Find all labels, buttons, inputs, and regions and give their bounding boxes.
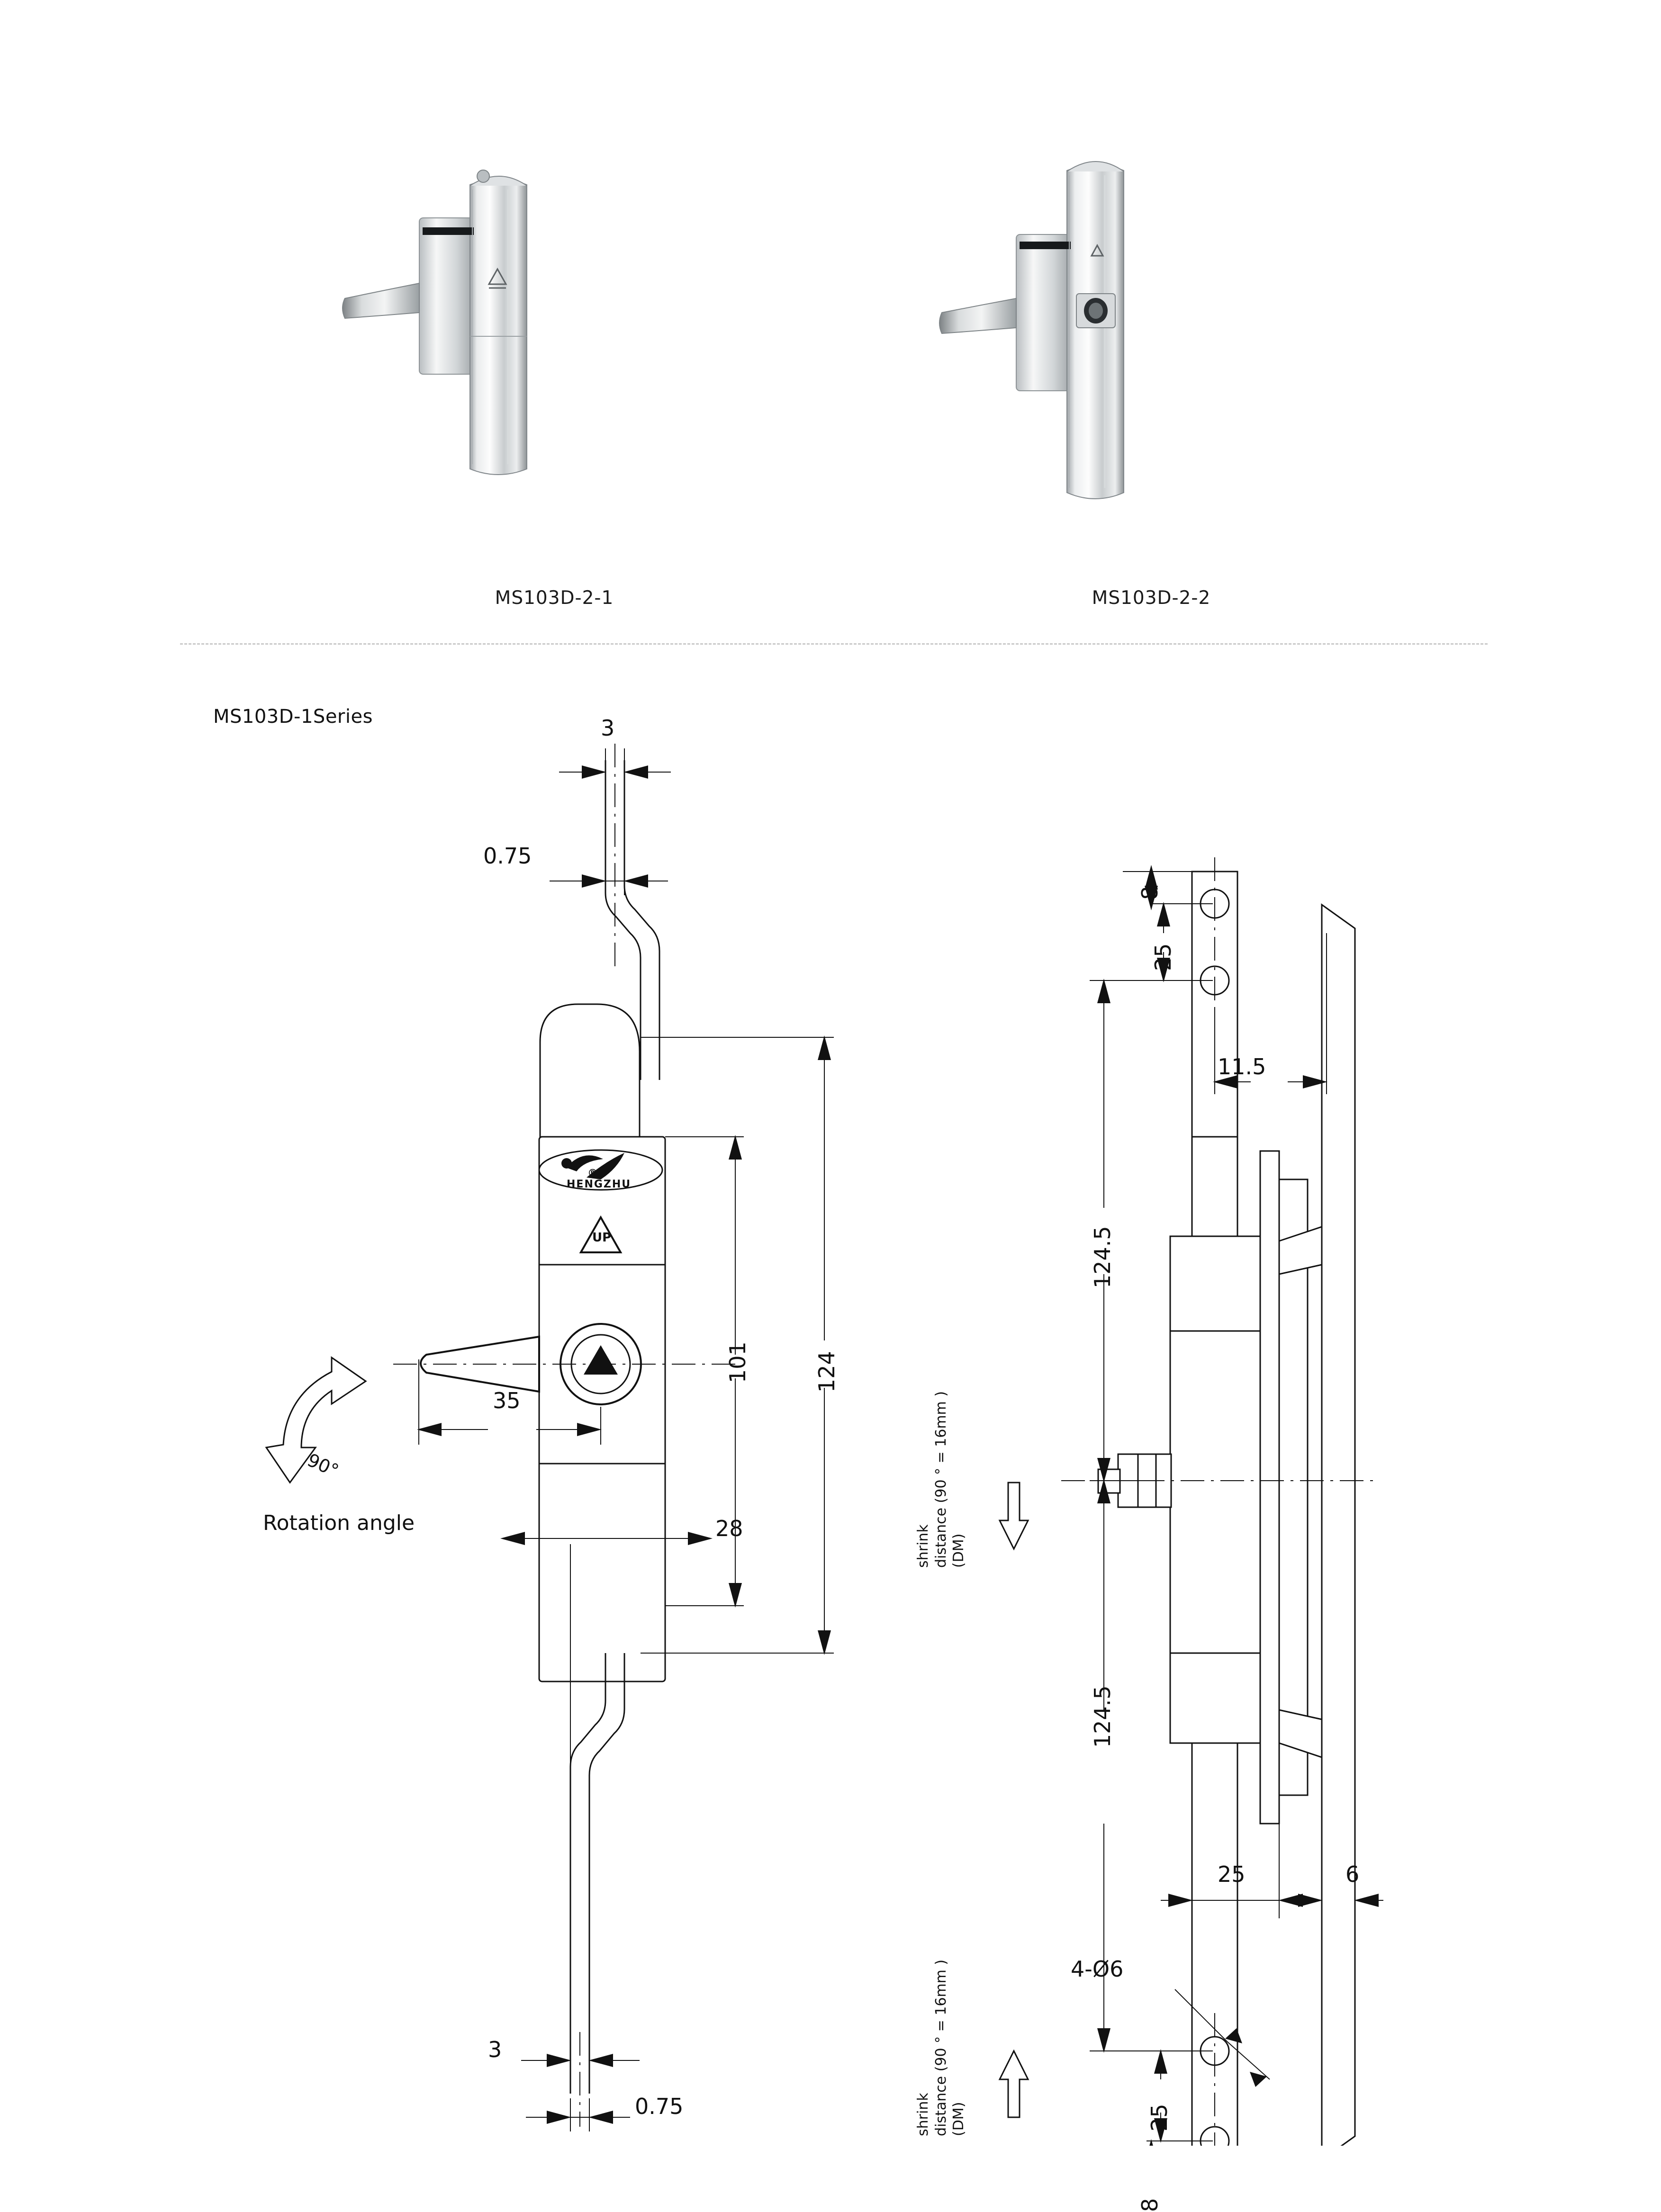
dim-lower-travel: 124.5 [1090, 1685, 1115, 1748]
dim-rod-bottom-offset: 0.75 [635, 2094, 684, 2119]
series-title: MS103D-1Series [213, 706, 373, 728]
note-shrink-upper-l2: distance (90 ° = 16mm ) [932, 1391, 949, 1568]
note-shrink-upper-l3: (DM) [950, 1533, 967, 1568]
section-divider [180, 643, 1488, 645]
dim-plate-width: 11.5 [1218, 1054, 1266, 1079]
brand-registered-mark: ® [587, 1168, 599, 1179]
dim-base-width: 25 [1218, 1861, 1246, 1887]
product-photo-1 [341, 156, 767, 630]
note-shrink-upper [914, 1391, 968, 1568]
note-shrink-lower-l1: shrink [915, 2093, 931, 2136]
rotation-angle-label: Rotation angle [263, 1511, 415, 1535]
dim-lower-offset: 28 [715, 1516, 743, 1541]
product-caption-1: MS103D-2-1 [495, 587, 614, 609]
note-shrink-lower-l2: distance (90 ° = 16mm ) [932, 1959, 949, 2136]
dim-rod-bottom-width: 3 [488, 2037, 502, 2062]
dim-body-outer-height: 124 [814, 1351, 840, 1393]
product-photo-2 [938, 156, 1364, 630]
note-shrink-upper-l1: shrink [915, 1524, 931, 1568]
dim-top-hole-spacing: 25 [1150, 943, 1176, 971]
drawing-svg [0, 677, 1661, 2146]
dim-rod-top-width: 3 [601, 715, 615, 741]
dim-hole-callout: 4-Ø6 [1071, 1956, 1124, 1982]
up-marking: UP [592, 1231, 612, 1245]
dim-handle-length: 35 [493, 1388, 521, 1413]
dim-cam-depth: 6 [1345, 1861, 1360, 1887]
product-photo-row [0, 156, 1661, 630]
dim-top-edge: 8 [1137, 886, 1163, 900]
dim-bottom-hole-spacing: 25 [1146, 2104, 1172, 2131]
brand-name: HENGZHU [567, 1178, 632, 1190]
dim-upper-travel: 124.5 [1090, 1226, 1115, 1288]
note-shrink-lower [914, 1960, 968, 2136]
dim-body-inner-height: 101 [725, 1341, 750, 1383]
note-shrink-lower-l3: (DM) [950, 2102, 967, 2136]
dim-rod-top-offset: 0.75 [483, 843, 532, 869]
dim-bottom-edge: 8 [1137, 2198, 1163, 2212]
lock-handle-photo-icon [938, 156, 1364, 630]
lock-handle-photo-icon [341, 156, 767, 630]
product-caption-2: MS103D-2-2 [1092, 587, 1211, 609]
rotation-angle-value: 90° [304, 1449, 342, 1482]
technical-drawing [0, 677, 1661, 2212]
